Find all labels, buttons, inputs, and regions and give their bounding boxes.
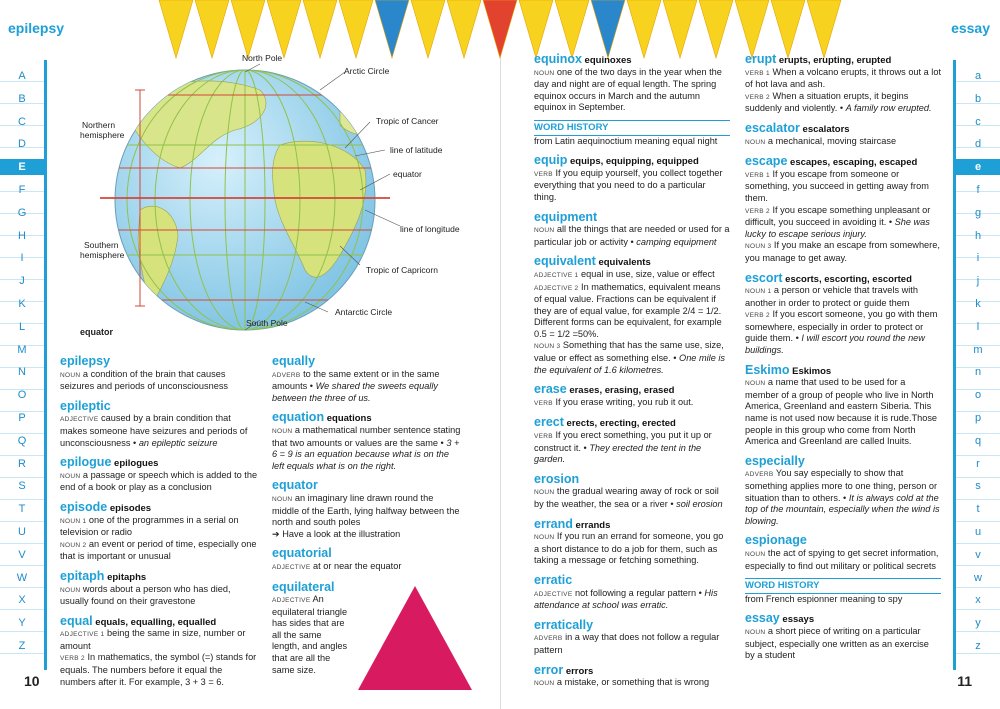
dictionary-entry — [60, 500, 260, 563]
part-of-speech: NOUN — [60, 472, 81, 480]
headword: escort — [745, 270, 783, 285]
part-of-speech: ADJECTIVE — [272, 563, 311, 571]
dictionary-entry — [534, 153, 730, 203]
sense — [745, 67, 941, 91]
sense — [60, 369, 260, 393]
sense — [60, 539, 260, 563]
definition: equal in use, size, value or effect — [581, 268, 715, 279]
headword: epitaph — [60, 568, 105, 583]
part-of-speech: NOUN — [272, 495, 293, 503]
entries-column-4 — [745, 52, 941, 668]
definition: not following a regular pattern • — [575, 587, 702, 598]
dictionary-entry — [272, 354, 462, 404]
part-of-speech: ADJECTIVE 2 — [534, 284, 579, 292]
alphabet-tab-right-w[interactable]: w — [974, 571, 982, 584]
part-of-speech: NOUN — [745, 550, 766, 558]
example: They erected the tent in the garden. — [534, 442, 702, 465]
bunting-flag — [555, 0, 589, 58]
part-of-speech: NOUN — [745, 628, 766, 636]
dictionary-entry — [534, 210, 730, 249]
part-of-speech: ADJECTIVE — [534, 590, 573, 598]
alphabet-tab-left-a[interactable]: A — [18, 70, 26, 82]
headword: epileptic — [60, 398, 111, 413]
entries-column-1 — [60, 354, 260, 694]
alphabet-tab-left-e[interactable]: E — [0, 159, 44, 175]
part-of-speech: NOUN 2 — [60, 541, 87, 549]
headword: erect — [534, 415, 564, 430]
page-number-right: 11 — [957, 673, 972, 689]
part-of-speech: ADJECTIVE 1 — [534, 271, 579, 279]
alphabet-tab-left-l[interactable]: L — [18, 320, 26, 333]
definition: You say especially to show that something applies more to one thing, person or situation than to others. • — [745, 468, 938, 503]
headword: epilogue — [60, 455, 112, 470]
part-of-speech: NOUN — [60, 371, 81, 379]
sense — [745, 91, 941, 115]
alphabet-tab-left-c[interactable]: C — [18, 115, 26, 128]
dictionary-entry — [272, 546, 462, 573]
sense — [272, 493, 462, 529]
dictionary-entry — [745, 454, 941, 528]
sense — [534, 632, 730, 656]
headword: Eskimo — [745, 362, 790, 377]
part-of-speech: VERB — [534, 433, 553, 441]
inflected-forms: errands — [572, 519, 611, 531]
part-of-speech: ADVERB — [745, 471, 774, 479]
alphabet-tab-right-m[interactable]: m — [973, 343, 983, 356]
example: soil erosion — [676, 499, 723, 509]
label-north-pole: North Pole — [242, 53, 283, 63]
alphabet-tab-right-f[interactable]: f — [976, 184, 980, 196]
sense — [60, 413, 260, 449]
definition: at or near the equator — [313, 560, 402, 571]
headword: equatorial — [272, 546, 332, 561]
headword: especially — [745, 453, 805, 468]
bunting-flag — [699, 0, 733, 58]
part-of-speech: NOUN 1 — [745, 288, 772, 296]
example: A family row erupted. — [845, 103, 932, 114]
sense — [534, 168, 730, 204]
label-tropic-of-cancer: Tropic of Cancer — [376, 116, 439, 126]
alphabet-tab-left-w[interactable]: W — [16, 571, 28, 584]
definition: caused by a brain condition that makes someone have seizures and periods of unconsciousness • — [60, 413, 248, 448]
inflected-forms: erupts, erupting, erupted — [776, 55, 892, 66]
label-equator: equator — [393, 169, 422, 179]
part-of-speech: VERB 2 — [60, 655, 85, 663]
alphabet-tab-right-i[interactable]: i — [976, 252, 980, 265]
definition: If you erase writing, you rub it out. — [555, 396, 694, 407]
definition: one of the two days in the year when the day and night are of equal length. The spring equinox occurs in March and the autumn equinox in September. — [534, 66, 722, 113]
example: an epileptic seizure — [138, 437, 218, 448]
inflected-forms: episodes — [107, 502, 152, 514]
alphabet-tab-right-p[interactable]: p — [974, 412, 982, 424]
part-of-speech: ADVERB — [534, 635, 563, 643]
example: We shared the sweets equally between the three of us. — [272, 381, 438, 403]
dictionary-entry — [534, 415, 730, 465]
bunting-flag — [807, 0, 841, 58]
definition: the act of spying to get secret information, especially to find out military or political secrets — [745, 547, 939, 571]
dictionary-entry — [60, 614, 260, 689]
headword: erupt — [745, 52, 777, 66]
headword: equip — [534, 153, 568, 168]
headword: erratic — [534, 572, 573, 587]
part-of-speech: VERB 2 — [745, 312, 770, 320]
headword: equilateral — [272, 579, 335, 594]
alphabet-tab-left-b[interactable]: B — [18, 92, 26, 105]
alphabet-tab-left-y[interactable]: Y — [18, 617, 26, 630]
equilateral-triangle-illustration — [354, 582, 476, 694]
definition: in a way that does not follow a regular pattern — [534, 632, 720, 655]
globe-illustration — [60, 50, 490, 350]
headword: erosion — [534, 471, 580, 486]
word-history-title: WORD HISTORY — [745, 578, 941, 594]
sense — [534, 397, 730, 410]
sense — [745, 240, 941, 264]
bunting-flag — [771, 0, 805, 58]
definition: a mathematical number sentence stating that two amounts or values are the same • — [272, 424, 461, 448]
word-history-text: from Latin aequinoctium meaning equal night — [534, 135, 718, 146]
inflected-forms: escorts, escorting, escorted — [782, 273, 912, 285]
dictionary-entry — [745, 154, 941, 264]
definition: Something that has the same use, size, value or effect as something else. • — [534, 340, 724, 364]
sense — [745, 285, 941, 309]
sense — [534, 282, 730, 341]
definition: If you erect something, you put it up or construct it. • — [534, 430, 712, 453]
sense — [745, 548, 941, 572]
alphabet-tab-right-e[interactable]: e — [956, 159, 1000, 175]
alphabet-tab-right-g[interactable]: g — [974, 206, 982, 219]
definition: one of the programmes in a serial on television or radio — [60, 514, 239, 538]
dictionary-entry — [534, 254, 730, 376]
definition: In mathematics, equivalent means of equal value. Fractions can be equivalent if they are of equal value, for example 2/4 = 1/2. Different forms can be equivalent, for example 0.5 = 1/2 =50%. — [534, 281, 722, 339]
globe-icon — [60, 50, 490, 350]
part-of-speech: NOUN 3 — [534, 343, 561, 351]
sense — [745, 205, 941, 241]
definition: all the things that are needed or used for a particular job or activity • — [534, 224, 730, 247]
inflected-forms: escalators — [799, 123, 850, 135]
alphabet-tab-left-p[interactable]: P — [18, 412, 26, 424]
entries-column-3 — [534, 52, 730, 696]
sense — [272, 561, 462, 574]
inflected-forms: essays — [779, 614, 815, 626]
globe-caption: equator — [80, 327, 114, 337]
definition: In mathematics, the symbol (=) stands for equals. The numbers before it equal the numbers after it. For example, 3 + 3 = 6. — [60, 652, 257, 687]
label-arctic-circle: Arctic Circle — [344, 66, 390, 76]
label-northern-hemisphere-1: Northern — [82, 120, 116, 130]
part-of-speech: NOUN — [534, 680, 555, 688]
inflected-forms: erases, erasing, erased — [566, 385, 675, 397]
inflected-forms: equals, equalling, equalled — [92, 616, 217, 628]
definition: If you escape from someone or something, you succeed in getting away from them. — [745, 168, 929, 203]
inflected-forms: equinoxes — [581, 55, 632, 66]
dictionary-entry — [272, 410, 462, 472]
part-of-speech: VERB — [534, 170, 553, 178]
part-of-speech: NOUN — [534, 227, 555, 235]
headword: erratically — [534, 617, 594, 632]
dictionary-entry — [534, 52, 730, 114]
example: His attendance at school was erratic. — [534, 587, 718, 611]
part-of-speech: ADJECTIVE — [272, 597, 311, 605]
definition: an event or period of time, especially one that is important or unusual — [60, 538, 257, 562]
headword: escape — [745, 154, 788, 169]
sense — [745, 136, 941, 149]
sense — [272, 529, 462, 541]
part-of-speech: NOUN — [745, 380, 766, 388]
headword: epilepsy — [60, 354, 111, 368]
inflected-forms: escapes, escaping, escaped — [787, 157, 918, 169]
definition: When a situation erupts, it begins suddenly and violently. • — [745, 90, 909, 114]
headword: errand — [534, 516, 573, 531]
definition: to the same extent or in the same amounts • — [272, 368, 440, 392]
label-southern-hemisphere-2: hemisphere — [80, 250, 125, 260]
alphabet-tab-left-f[interactable]: F — [18, 184, 26, 196]
example: camping equipment — [636, 236, 717, 247]
definition: the gradual wearing away of rock or soil by the weather, the sea or a river • — [534, 486, 719, 509]
alphabet-tab-right-j[interactable]: j — [976, 275, 980, 288]
alphabet-tab-left-x[interactable]: X — [18, 594, 26, 607]
sense — [60, 652, 260, 688]
part-of-speech: VERB 1 — [745, 69, 770, 77]
part-of-speech: ADVERB — [272, 371, 301, 379]
definition: a person or vehicle that travels with another in order to protect or guide them — [745, 285, 918, 308]
dictionary-entry — [272, 478, 462, 540]
alphabet-tab-right-u[interactable]: u — [974, 526, 982, 538]
sense — [745, 169, 941, 205]
headword: equinox — [534, 52, 582, 66]
alphabet-tab-left-d[interactable]: D — [18, 138, 26, 151]
sense — [534, 430, 730, 466]
alphabet-tab-right-l[interactable]: l — [976, 320, 980, 333]
dictionary-entry — [60, 399, 260, 449]
headword: error — [534, 662, 564, 677]
dictionary-entry — [534, 517, 730, 567]
definition: ➔ Have a look at the illustration — [272, 528, 401, 539]
alphabet-tab-left-u[interactable]: U — [18, 526, 26, 538]
headword: episode — [60, 499, 108, 514]
part-of-speech: ADJECTIVE — [60, 416, 99, 424]
alphabet-tab-left-h[interactable]: H — [18, 229, 26, 242]
part-of-speech: NOUN — [534, 489, 555, 497]
dictionary-entry — [534, 618, 730, 657]
alphabet-tab-right-n[interactable]: n — [974, 366, 982, 379]
example: One mile is the equivalent of 1.6 kilometres. — [534, 353, 725, 375]
definition: a mechanical, moving staircase — [767, 135, 897, 146]
alphabet-tab-left-q[interactable]: Q — [17, 434, 27, 447]
page-number-left: 10 — [24, 673, 40, 689]
part-of-speech: ADJECTIVE 1 — [60, 631, 105, 639]
sense — [745, 626, 941, 662]
example: She was lucky to escape serious injury. — [745, 217, 930, 239]
alphabet-tabs-right — [953, 60, 1000, 670]
part-of-speech: NOUN 3 — [745, 243, 772, 251]
alphabet-tab-right-x[interactable]: x — [975, 594, 981, 607]
dictionary-entry — [534, 472, 730, 511]
bunting-flag — [735, 0, 769, 58]
headword: escalator — [745, 120, 800, 135]
bunting-flag — [663, 0, 697, 58]
part-of-speech: NOUN — [534, 534, 555, 542]
sense — [534, 340, 730, 376]
definition: If you run an errand for someone, you go a short distance to do a job for them, such as taking a message or fetching something. — [534, 531, 724, 566]
sense — [60, 584, 260, 608]
label-south-pole: South Pole — [246, 318, 288, 328]
dictionary-entry — [534, 663, 730, 690]
definition: When a volcano erupts, it throws out a lot of hot lava and ash. — [745, 66, 942, 90]
part-of-speech: NOUN 1 — [60, 517, 87, 525]
definition: If you escort someone, you go with them somewhere, especially in order to protect or guide them. • — [745, 309, 938, 344]
inflected-forms: epilogues — [111, 458, 159, 470]
dictionary-entry — [745, 52, 941, 115]
alphabet-tab-right-z[interactable]: z — [975, 640, 981, 652]
part-of-speech: VERB 1 — [745, 171, 770, 179]
dictionary-entry — [60, 569, 260, 608]
example: It is always cold at the top of the mountain, especially when the wind is blowing. — [745, 492, 940, 526]
definition: an imaginary line drawn round the middle of the Earth, lying halfway between the north and south poles — [272, 492, 460, 528]
alphabet-tab-right-y[interactable]: y — [975, 617, 981, 630]
example: 3 + 6 = 9 is an equation because what is on the left equals what is on the right. — [272, 437, 460, 471]
definition: a condition of the brain that causes seizures and periods of unconsciousness — [60, 368, 229, 392]
alphabet-tab-right-o[interactable]: o — [974, 389, 982, 402]
example: I will escort you round the new buildings. — [745, 333, 925, 356]
alphabet-tab-left-n[interactable]: N — [18, 366, 26, 379]
alphabet-tab-left-o[interactable]: O — [17, 389, 27, 402]
part-of-speech: NOUN — [60, 586, 81, 594]
inflected-forms: equivalents — [595, 257, 651, 269]
dictionary-entry — [534, 573, 730, 612]
part-of-speech: VERB 2 — [745, 93, 770, 101]
sense — [272, 594, 350, 676]
definition: being the same in size, number or amount — [60, 628, 246, 651]
sense — [272, 425, 462, 472]
bunting-flag — [519, 0, 553, 58]
word-history-title: WORD HISTORY — [534, 120, 730, 136]
headword: equal — [60, 613, 93, 628]
definition: a short piece of writing on a particular subject, especially one written as an exercise by a student — [745, 625, 929, 661]
sense — [534, 67, 730, 114]
headword: equivalent — [534, 254, 596, 269]
sense — [745, 377, 941, 448]
part-of-speech: VERB 2 — [745, 207, 770, 215]
alphabet-tab-right-t[interactable]: t — [976, 503, 980, 516]
alphabet-tab-right-d[interactable]: d — [974, 138, 982, 151]
alphabet-tab-right-q[interactable]: q — [974, 434, 982, 447]
label-line-of-latitude: line of latitude — [390, 145, 443, 155]
part-of-speech: NOUN — [534, 69, 555, 77]
label-antarctic-circle: Antarctic Circle — [335, 307, 393, 317]
headword: equipment — [534, 209, 598, 224]
alphabet-tab-right-c[interactable]: c — [975, 115, 981, 128]
bunting-flag — [591, 0, 625, 58]
dictionary-entry — [60, 455, 260, 494]
guide-word-left: epilepsy — [8, 20, 65, 36]
definition: a name that used to be used for a member of a group of people who live in North America, Greenland and eastern Siberia. This name is not used now because it is rude.Those people in this group who come from North America and Greenland are called Inuits. — [745, 377, 938, 447]
headword: equation — [272, 410, 325, 425]
alphabet-tab-right-a[interactable]: a — [974, 70, 982, 82]
sense — [745, 309, 941, 356]
alphabet-tab-left-k[interactable]: K — [18, 298, 26, 310]
label-tropic-of-capricorn: Tropic of Capricorn — [366, 265, 438, 275]
alphabet-tab-left-g[interactable]: G — [17, 206, 27, 219]
inflected-forms: Eskimos — [789, 365, 832, 377]
alphabet-tab-left-t[interactable]: T — [18, 503, 26, 516]
word-history-text: from French espionner meaning to spy — [745, 593, 903, 604]
definition: If you escape something unpleasant or difficult, you succeed in avoiding it. • — [745, 204, 931, 228]
dictionary-entry — [272, 580, 350, 677]
part-of-speech: VERB — [534, 399, 553, 407]
alphabet-tab-right-b[interactable]: b — [974, 92, 982, 105]
headword: equator — [272, 478, 318, 493]
inflected-forms: equations — [324, 413, 372, 425]
definition: If you make an escape from somewhere, you manage to get away. — [745, 240, 940, 263]
definition: An equilateral triangle has sides that are all the same length, and angles that are all the same size. — [272, 594, 348, 675]
part-of-speech: NOUN — [272, 427, 293, 435]
label-southern-hemisphere-1: Southern — [84, 240, 119, 250]
dictionary-entry — [534, 382, 730, 409]
inflected-forms: epitaphs — [104, 571, 147, 583]
alphabet-tab-right-h[interactable]: h — [974, 229, 982, 242]
label-line-of-longitude: line of longitude — [400, 224, 460, 234]
sense — [534, 588, 730, 612]
dictionary-entry — [60, 354, 260, 393]
sense — [60, 470, 260, 494]
sense — [60, 515, 260, 539]
part-of-speech: NOUN — [745, 138, 766, 146]
dictionary-entry — [745, 363, 941, 448]
alphabet-tab-left-z[interactable]: Z — [18, 640, 26, 652]
bunting-flag — [627, 0, 661, 58]
sense — [745, 468, 941, 527]
dictionary-entry — [745, 271, 941, 357]
inflected-forms: errors — [563, 665, 594, 677]
headword: espionage — [745, 533, 807, 548]
sense — [534, 269, 730, 282]
sense — [60, 628, 260, 652]
alphabet-tab-left-v[interactable]: V — [18, 548, 26, 561]
sense — [534, 531, 730, 567]
sense — [534, 486, 730, 510]
definition: words about a person who has died, usually found on their gravestone — [60, 583, 231, 607]
dictionary-entry — [745, 611, 941, 661]
alphabet-tab-left-r[interactable]: R — [18, 457, 26, 470]
alphabet-tab-right-k[interactable]: k — [975, 298, 981, 310]
sense — [534, 224, 730, 248]
dictionary-entry — [745, 533, 941, 572]
alphabet-tab-left-j[interactable]: J — [19, 275, 25, 288]
alphabet-tab-right-r[interactable]: r — [976, 457, 980, 470]
alphabet-tab-right-s[interactable]: s — [975, 480, 981, 493]
headword: essay — [745, 611, 780, 626]
label-northern-hemisphere-2: hemisphere — [80, 130, 125, 140]
definition: a passage or speech which is added to the end of a book or play as a conclusion — [60, 469, 258, 493]
headword: equally — [272, 354, 316, 368]
alphabet-tab-left-s[interactable]: S — [18, 480, 26, 493]
sense — [534, 677, 730, 690]
inflected-forms: equips, equipping, equipped — [567, 156, 699, 168]
definition: a mistake, or something that is wrong — [556, 677, 710, 688]
guide-word-right: essay — [951, 20, 990, 36]
alphabet-tabs-left — [0, 60, 47, 670]
inflected-forms: erects, erecting, erected — [563, 418, 676, 430]
alphabet-tab-left-m[interactable]: M — [17, 343, 27, 356]
alphabet-tab-right-v[interactable]: v — [975, 548, 981, 561]
sense — [272, 369, 462, 405]
definition: If you equip yourself, you collect together everything that you need to do a particular thing. — [534, 167, 723, 202]
headword: erase — [534, 382, 567, 397]
alphabet-tab-left-i[interactable]: I — [20, 252, 24, 265]
dictionary-entry — [745, 121, 941, 148]
